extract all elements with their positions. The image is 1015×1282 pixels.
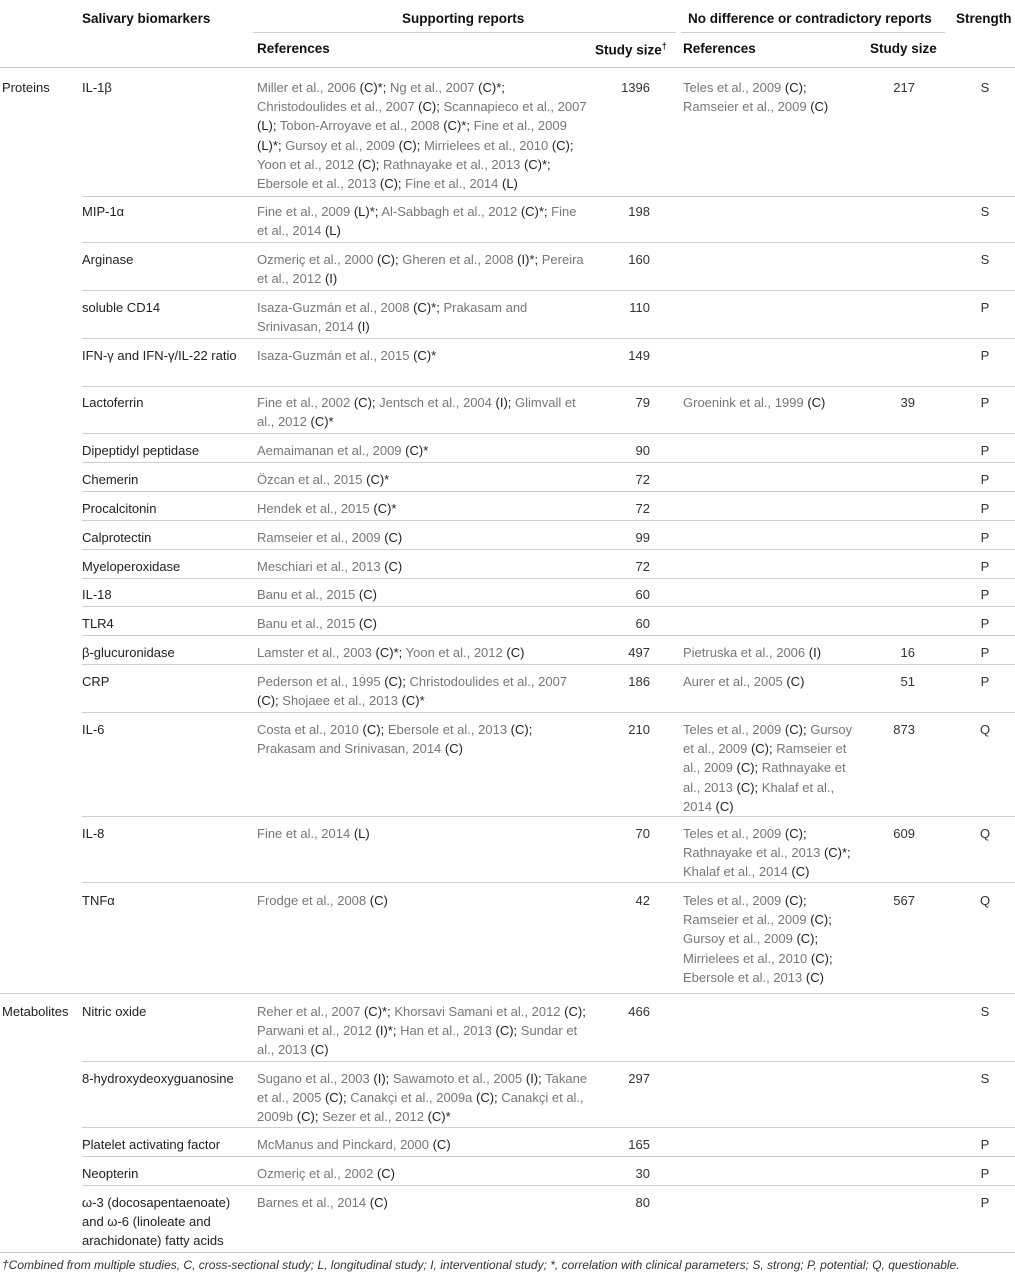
study-type-note: (I) xyxy=(321,271,338,287)
supporting-study-size: 90 xyxy=(635,443,650,458)
strength-value: P xyxy=(980,1195,990,1210)
supporting-study-size: 72 xyxy=(635,472,650,487)
biomarker-name: Lactoferrin xyxy=(82,395,144,410)
reference-citation[interactable]: Pietruska et al., 2006 xyxy=(683,645,806,660)
biomarker-name: ω-3 (docosapentaenoate) and ω-6 (linoleate and arachidonate) fatty acids xyxy=(82,1195,231,1249)
reference-citation[interactable]: McManus and Pinckard, 2000 xyxy=(257,1137,429,1152)
study-type-note: (C)* xyxy=(423,1109,451,1125)
biomarker-name: IL-6 xyxy=(82,722,105,737)
study-type-note: (L) xyxy=(498,176,518,192)
supporting-references xyxy=(257,643,589,662)
reference-citation[interactable]: Parwani et al., 2012 xyxy=(257,1023,372,1039)
supporting-references xyxy=(257,557,589,576)
supporting-study-size: 99 xyxy=(635,530,650,545)
biomarker-name: 8-hydroxydeoxyguanosine xyxy=(82,1071,234,1086)
contradictory-study-size: 567 xyxy=(893,893,915,908)
reference-citation[interactable]: Canakçi et al., 2009b xyxy=(257,1090,584,1125)
reference-citation[interactable]: Isaza-Guzmán et al., 2015 xyxy=(257,348,410,363)
row-divider xyxy=(82,578,1015,579)
supporting-references xyxy=(257,298,589,336)
row-divider xyxy=(82,549,1015,550)
study-type-note: (C) xyxy=(355,587,377,602)
reference-citation[interactable]: Meschiari et al., 2013 xyxy=(257,559,381,574)
study-type-note: (C)*; xyxy=(520,156,551,172)
reference-citation[interactable]: Barnes et al., 2014 xyxy=(257,1195,367,1210)
study-type-note: (C); xyxy=(380,674,406,689)
supporting-references xyxy=(257,1193,589,1212)
study-type-note: (C); xyxy=(321,1090,347,1106)
reference-citation[interactable]: Frodge et al., 2008 xyxy=(257,893,367,908)
study-type-note: (C) xyxy=(711,798,734,814)
supporting-references xyxy=(257,393,589,431)
strength-value: P xyxy=(980,348,990,363)
row-divider xyxy=(82,196,1015,197)
reference-citation[interactable]: Christodoulides et al., 2007 xyxy=(409,674,568,689)
supporting-study-size: 60 xyxy=(635,587,650,602)
strength-value: P xyxy=(980,395,990,410)
study-type-note: (C)*; xyxy=(371,645,403,660)
reference-citation[interactable]: Sugano et al., 2003 xyxy=(257,1071,370,1086)
reference-citation[interactable]: Ramseier et al., 2009 xyxy=(257,530,381,545)
study-type-note: (C) xyxy=(380,559,403,574)
study-type-note: (C); xyxy=(732,760,759,776)
supporting-study-size: 497 xyxy=(628,645,650,660)
strength-value: P xyxy=(980,645,990,660)
study-type-note: (C)* xyxy=(369,501,397,516)
study-type-note: (I) xyxy=(353,319,370,335)
supporting-study-size: 60 xyxy=(635,616,650,631)
study-type-note: (L)*; xyxy=(257,137,282,153)
reference-citation[interactable]: Isaza-Guzmán et al., 2008 xyxy=(257,300,410,315)
row-divider xyxy=(82,462,1015,463)
supporting-references xyxy=(257,1069,589,1127)
biomarker-name: Calprotectin xyxy=(82,530,152,545)
study-type-note: (C)*; xyxy=(439,118,470,134)
strength-value: S xyxy=(980,252,990,267)
contradictory-references xyxy=(683,393,861,412)
reference-citation[interactable]: Fine et al., 2009 xyxy=(257,204,351,219)
reference-citation[interactable]: Costa et al., 2010 xyxy=(257,722,359,737)
reference-citation[interactable]: Aurer et al., 2005 xyxy=(683,674,783,689)
row-divider xyxy=(82,882,1015,883)
supporting-references xyxy=(257,672,589,710)
study-type-note: (I) xyxy=(805,645,822,660)
reference-citation[interactable]: Teles et al., 2009 xyxy=(683,893,782,908)
study-type-note: (C) xyxy=(803,395,826,410)
header-rule-supporting xyxy=(253,32,676,33)
reference-citation[interactable]: Pereira et al., 2012 xyxy=(257,252,584,287)
supporting-study-size: 110 xyxy=(629,300,650,315)
header-study-size-2: Study size xyxy=(870,41,937,56)
reference-citation[interactable]: Gheren et al., 2008 xyxy=(402,252,514,267)
header-strength: Strength xyxy=(956,11,1012,26)
reference-citation[interactable]: Fine et al., 2002 xyxy=(257,395,351,410)
study-type-note: (C); xyxy=(491,1023,518,1039)
reference-citation[interactable]: Tobon-Arroyave et al., 2008 xyxy=(279,118,440,134)
biomarker-name: Dipeptidyl peptidase xyxy=(82,443,200,458)
reference-citation[interactable]: Ramseier et al., 2009 xyxy=(683,99,807,115)
supporting-study-size: 198 xyxy=(628,204,650,219)
supporting-references xyxy=(257,346,589,365)
category-label: Proteins xyxy=(2,80,50,95)
reference-citation[interactable]: Teles et al., 2009 xyxy=(683,826,782,841)
strength-value: S xyxy=(980,80,990,95)
study-type-note: (L); xyxy=(257,118,277,134)
study-type-note: (C) xyxy=(441,741,463,757)
strength-value: P xyxy=(980,616,990,631)
strength-value: S xyxy=(980,1071,990,1086)
header-study-size xyxy=(595,41,667,58)
study-type-note: (C) xyxy=(373,1166,395,1181)
header-study-size-text: Study size xyxy=(595,42,662,58)
reference-citation[interactable]: Ozmeriç et al., 2000 xyxy=(257,252,374,267)
supporting-references xyxy=(257,1135,589,1154)
reference-citation[interactable]: Banu et al., 2015 xyxy=(257,616,356,631)
study-type-note: (C); xyxy=(358,722,385,737)
strength-value: P xyxy=(980,443,990,458)
biomarker-name: Nitric oxide xyxy=(82,1004,147,1019)
study-type-note: (L) xyxy=(350,826,370,841)
reference-citation[interactable]: Takane et al., 2005 xyxy=(257,1071,588,1106)
biomarker-name: IL-1β xyxy=(82,80,112,95)
study-type-note: (C) xyxy=(355,616,377,631)
study-type-note: (C)*; xyxy=(474,80,505,95)
reference-citation[interactable]: Yoon et al., 2012 xyxy=(405,645,503,660)
row-divider xyxy=(82,1185,1015,1186)
reference-citation[interactable]: Khalaf et al., 2014 xyxy=(683,864,788,880)
reference-citation[interactable]: Rathnayake et al., 2013 xyxy=(383,156,521,172)
study-type-note: (C); xyxy=(395,137,421,153)
supporting-references xyxy=(257,1164,589,1183)
footnote: †Combined from multiple studies, C, cross-sectional study; L, longitudinal study; I, interventional study; *, correlation with clinical parameters; S, strong; P, potential; Q, questionable. xyxy=(2,1258,960,1272)
study-type-note: (C)* xyxy=(306,414,334,430)
study-type-note: (C); xyxy=(781,722,807,737)
study-type-note: (C) xyxy=(366,893,388,908)
study-type-note: (C); xyxy=(807,950,833,966)
reference-citation[interactable]: Prakasam and Srinivasan, 2014 xyxy=(257,300,528,335)
reference-citation[interactable]: Scannapieco et al., 2007 xyxy=(443,99,587,115)
reference-citation[interactable]: Gursoy et al., 2009 xyxy=(683,722,853,757)
study-type-note: (C); xyxy=(781,80,807,95)
study-type-note: (C)*; xyxy=(356,80,387,95)
row-divider xyxy=(82,386,1015,387)
study-type-note: (C); xyxy=(354,156,380,172)
reference-citation[interactable]: Rathnayake et al., 2013 xyxy=(683,845,821,861)
study-type-note: (L)*; xyxy=(350,204,379,219)
biomarker-name: Myeloperoxidase xyxy=(82,559,181,574)
supporting-study-size: 70 xyxy=(635,826,650,841)
study-type-note: (C); xyxy=(293,1109,319,1125)
reference-citation[interactable]: Reher et al., 2007 xyxy=(257,1004,361,1019)
supporting-references xyxy=(257,585,589,604)
study-type-note: (C)* xyxy=(362,472,390,487)
biomarker-name: IL-18 xyxy=(82,587,112,602)
row-divider xyxy=(82,433,1015,434)
supporting-references xyxy=(257,891,589,910)
supporting-references xyxy=(257,614,589,633)
contradictory-study-size: 39 xyxy=(900,395,915,410)
biomarker-name: Chemerin xyxy=(82,472,139,487)
study-type-note: (C); xyxy=(792,931,819,947)
supporting-references xyxy=(257,720,589,758)
study-type-note: (L) xyxy=(321,223,341,239)
study-type-note: (C); xyxy=(747,741,773,757)
supporting-study-size: 42 xyxy=(635,893,650,908)
study-type-note: (C) xyxy=(380,530,403,545)
category-label: Metabolites xyxy=(2,1004,69,1019)
biomarker-name: CRP xyxy=(82,674,110,689)
row-divider xyxy=(0,993,1015,994)
row-divider xyxy=(82,712,1015,713)
reference-citation[interactable]: Fine et al., 2014 xyxy=(257,826,351,841)
strength-value: Q xyxy=(979,893,991,908)
contradictory-study-size: 609 xyxy=(893,826,915,841)
biomarker-name: IFN-γ and IFN-γ/IL-22 ratio xyxy=(82,348,237,363)
reference-citation[interactable]: Fine et al., 2009 xyxy=(473,118,567,134)
study-type-note: (C) xyxy=(782,674,805,689)
biomarker-name: Platelet activating factor xyxy=(82,1137,221,1152)
reference-citation[interactable]: Ramseier et al., 2009 xyxy=(683,741,847,776)
supporting-study-size: 210 xyxy=(628,722,650,737)
contradictory-study-size: 217 xyxy=(893,80,915,95)
reference-citation[interactable]: Fine et al., 2014 xyxy=(257,204,577,239)
supporting-study-size: 1396 xyxy=(621,80,650,95)
biomarker-name: Neopterin xyxy=(82,1166,139,1181)
supporting-study-size: 80 xyxy=(635,1195,650,1210)
row-divider xyxy=(82,816,1015,817)
reference-citation[interactable]: Teles et al., 2009 xyxy=(683,80,782,95)
study-type-note: (C)*; xyxy=(360,1004,391,1019)
supporting-references xyxy=(257,824,589,843)
reference-citation[interactable]: Fine et al., 2014 xyxy=(405,176,499,192)
strength-value: P xyxy=(980,559,990,574)
row-divider xyxy=(82,1156,1015,1157)
study-type-note: (C); xyxy=(257,693,279,709)
contradictory-references xyxy=(683,643,861,662)
strength-value: P xyxy=(980,501,990,516)
biomarker-name: β-glucuronidase xyxy=(82,645,175,660)
study-type-note: (C); xyxy=(781,826,807,841)
study-type-note: (I)*; xyxy=(371,1023,397,1039)
contradictory-references xyxy=(683,891,861,987)
reference-citation[interactable]: Miller et al., 2006 xyxy=(257,80,356,95)
supporting-study-size: 72 xyxy=(635,501,650,516)
reference-citation[interactable]: Ramseier et al., 2009 xyxy=(683,912,807,928)
study-type-note: (C) xyxy=(806,99,829,115)
strength-value: P xyxy=(980,587,990,602)
study-type-note: (C) xyxy=(366,1195,388,1210)
study-type-note: (C); xyxy=(376,176,402,192)
reference-citation[interactable]: Gursoy et al., 2009 xyxy=(285,137,396,153)
contradictory-references xyxy=(683,824,861,882)
reference-citation[interactable]: Ebersole et al., 2013 xyxy=(257,176,377,192)
reference-citation[interactable]: Hendek et al., 2015 xyxy=(257,501,370,516)
header-no-difference: No difference or contradictory reports xyxy=(688,11,932,26)
reference-citation[interactable]: Gursoy et al., 2009 xyxy=(683,931,793,947)
strength-value: S xyxy=(980,1004,990,1019)
header-references: References xyxy=(257,41,330,56)
supporting-references xyxy=(257,1002,589,1060)
contradictory-study-size: 16 xyxy=(900,645,915,660)
reference-citation[interactable]: Khorsavi Samani et al., 2012 xyxy=(394,1004,561,1019)
row-divider xyxy=(82,520,1015,521)
reference-citation[interactable]: Jentsch et al., 2004 xyxy=(379,395,492,410)
strength-value: P xyxy=(980,472,990,487)
study-type-note: (C); xyxy=(548,137,574,153)
contradictory-study-size: 51 xyxy=(900,674,915,689)
reference-citation[interactable]: Han et al., 2013 xyxy=(400,1023,492,1039)
header-references-2: References xyxy=(683,41,756,56)
study-type-note: (C); xyxy=(732,779,759,795)
reference-citation[interactable]: Ozmeriç et al., 2002 xyxy=(257,1166,374,1181)
study-type-note: (C)* xyxy=(409,348,437,363)
supporting-references xyxy=(257,441,589,460)
reference-citation[interactable]: Groenink et al., 1999 xyxy=(683,395,804,410)
reference-citation[interactable]: Sawamoto et al., 2005 xyxy=(392,1071,523,1086)
supporting-references xyxy=(257,78,589,193)
biomarker-name: TLR4 xyxy=(82,616,114,631)
biomarker-name: MIP-1α xyxy=(82,204,125,219)
study-type-note: (I)*; xyxy=(513,252,539,267)
row-divider xyxy=(82,635,1015,636)
reference-citation[interactable]: Lamster et al., 2003 xyxy=(257,645,372,660)
strength-value: Q xyxy=(979,722,991,737)
study-type-note: (C)* xyxy=(401,443,429,458)
supporting-references xyxy=(257,528,589,547)
reference-citation[interactable]: Ebersole et al., 2013 xyxy=(683,969,803,985)
row-divider xyxy=(82,242,1015,243)
reference-citation[interactable]: Özcan et al., 2015 xyxy=(257,472,363,487)
reference-citation[interactable]: Canakçi et al., 2009a xyxy=(350,1090,473,1106)
contradictory-study-size: 873 xyxy=(893,722,915,737)
study-type-note: (C) xyxy=(428,1137,451,1152)
reference-citation[interactable]: Al-Sabbagh et al., 2012 xyxy=(381,204,518,219)
study-type-note: (I); xyxy=(369,1071,390,1086)
supporting-references xyxy=(257,499,589,518)
supporting-study-size: 149 xyxy=(628,348,650,363)
strength-value: P xyxy=(980,674,990,689)
dagger-mark: † xyxy=(661,41,667,51)
biomarker-name: Procalcitonin xyxy=(82,501,157,516)
biomarker-name: soluble CD14 xyxy=(82,300,161,315)
study-type-note: (C); xyxy=(414,99,440,115)
strength-value: P xyxy=(980,1137,990,1152)
reference-citation[interactable]: Ebersole et al., 2013 xyxy=(387,722,508,737)
supporting-study-size: 30 xyxy=(635,1166,650,1181)
reference-citation[interactable]: Mirrielees et al., 2010 xyxy=(683,950,808,966)
study-type-note: (C) xyxy=(802,969,824,985)
supporting-study-size: 466 xyxy=(628,1004,650,1019)
study-type-note: (C); xyxy=(560,1004,586,1019)
study-type-note: (C); xyxy=(373,252,399,267)
study-type-note: (C) xyxy=(306,1042,329,1058)
study-type-note: (C); xyxy=(350,395,376,410)
study-type-note: (C) xyxy=(502,645,525,660)
row-divider xyxy=(82,1127,1015,1128)
study-type-note: (I); xyxy=(522,1071,542,1086)
study-type-note: (C)* xyxy=(397,693,425,709)
supporting-references xyxy=(257,202,589,240)
study-type-note: (C); xyxy=(781,893,807,908)
strength-value: S xyxy=(980,204,990,219)
row-divider xyxy=(82,606,1015,607)
header-rule-contradictory xyxy=(681,32,945,33)
contradictory-references xyxy=(683,672,861,691)
reference-citation[interactable]: Banu et al., 2015 xyxy=(257,587,356,602)
supporting-study-size: 165 xyxy=(628,1137,650,1152)
contradictory-references xyxy=(683,78,861,116)
header-salivary-biomarkers: Salivary biomarkers xyxy=(82,11,211,26)
reference-citation[interactable]: Glimvall et al., 2012 xyxy=(257,395,576,430)
header-bottom-rule xyxy=(0,67,1015,68)
study-type-note: (C); xyxy=(507,722,533,737)
table-bottom-rule xyxy=(0,1252,1015,1253)
row-divider xyxy=(82,1061,1015,1062)
study-type-note: (I); xyxy=(491,395,512,410)
biomarker-name: IL-8 xyxy=(82,826,105,841)
supporting-references xyxy=(257,250,589,288)
reference-citation[interactable]: Khalaf et al., 2014 xyxy=(683,779,835,814)
biomarker-name: Arginase xyxy=(82,252,134,267)
header-supporting-reports: Supporting reports xyxy=(402,11,525,26)
row-divider xyxy=(82,664,1015,665)
strength-value: Q xyxy=(979,826,991,841)
strength-value: P xyxy=(980,300,990,315)
supporting-study-size: 186 xyxy=(628,674,650,689)
reference-citation[interactable]: Prakasam and Srinivasan, 2014 xyxy=(257,741,442,757)
row-divider xyxy=(82,491,1015,492)
supporting-references xyxy=(257,470,589,489)
strength-value: P xyxy=(980,1166,990,1181)
study-type-note: (C); xyxy=(806,912,832,928)
row-divider xyxy=(82,290,1015,291)
supporting-study-size: 79 xyxy=(635,395,650,410)
reference-citation[interactable]: Sundar et al., 2013 xyxy=(257,1023,578,1058)
strength-value: P xyxy=(980,530,990,545)
reference-citation[interactable]: Pederson et al., 1995 xyxy=(257,674,381,689)
reference-citation[interactable]: Yoon et al., 2012 xyxy=(257,156,355,172)
biomarker-name: TNFα xyxy=(82,893,115,908)
reference-citation[interactable]: Christodoulides et al., 2007 xyxy=(257,99,415,115)
study-type-note: (C)*; xyxy=(409,300,440,315)
study-type-note: (C); xyxy=(472,1090,498,1106)
reference-citation[interactable]: Mirrielees et al., 2010 xyxy=(423,137,549,153)
contradictory-references xyxy=(683,720,861,816)
reference-citation[interactable]: Sezer et al., 2012 xyxy=(322,1109,424,1125)
study-type-note: (C)*; xyxy=(820,845,851,861)
supporting-study-size: 297 xyxy=(628,1071,650,1086)
study-type-note: (C)*; xyxy=(517,204,548,219)
supporting-study-size: 160 xyxy=(628,252,650,267)
reference-citation[interactable]: Ng et al., 2007 xyxy=(389,80,475,95)
reference-citation[interactable]: Aemaimanan et al., 2009 xyxy=(257,443,402,458)
reference-citation[interactable]: Rathnayake et al., 2013 xyxy=(683,760,846,795)
reference-citation[interactable]: Shojaee et al., 2013 xyxy=(282,693,398,709)
study-type-note: (C) xyxy=(787,864,810,880)
row-divider xyxy=(82,338,1015,339)
supporting-study-size: 72 xyxy=(635,559,650,574)
reference-citation[interactable]: Teles et al., 2009 xyxy=(683,722,782,737)
